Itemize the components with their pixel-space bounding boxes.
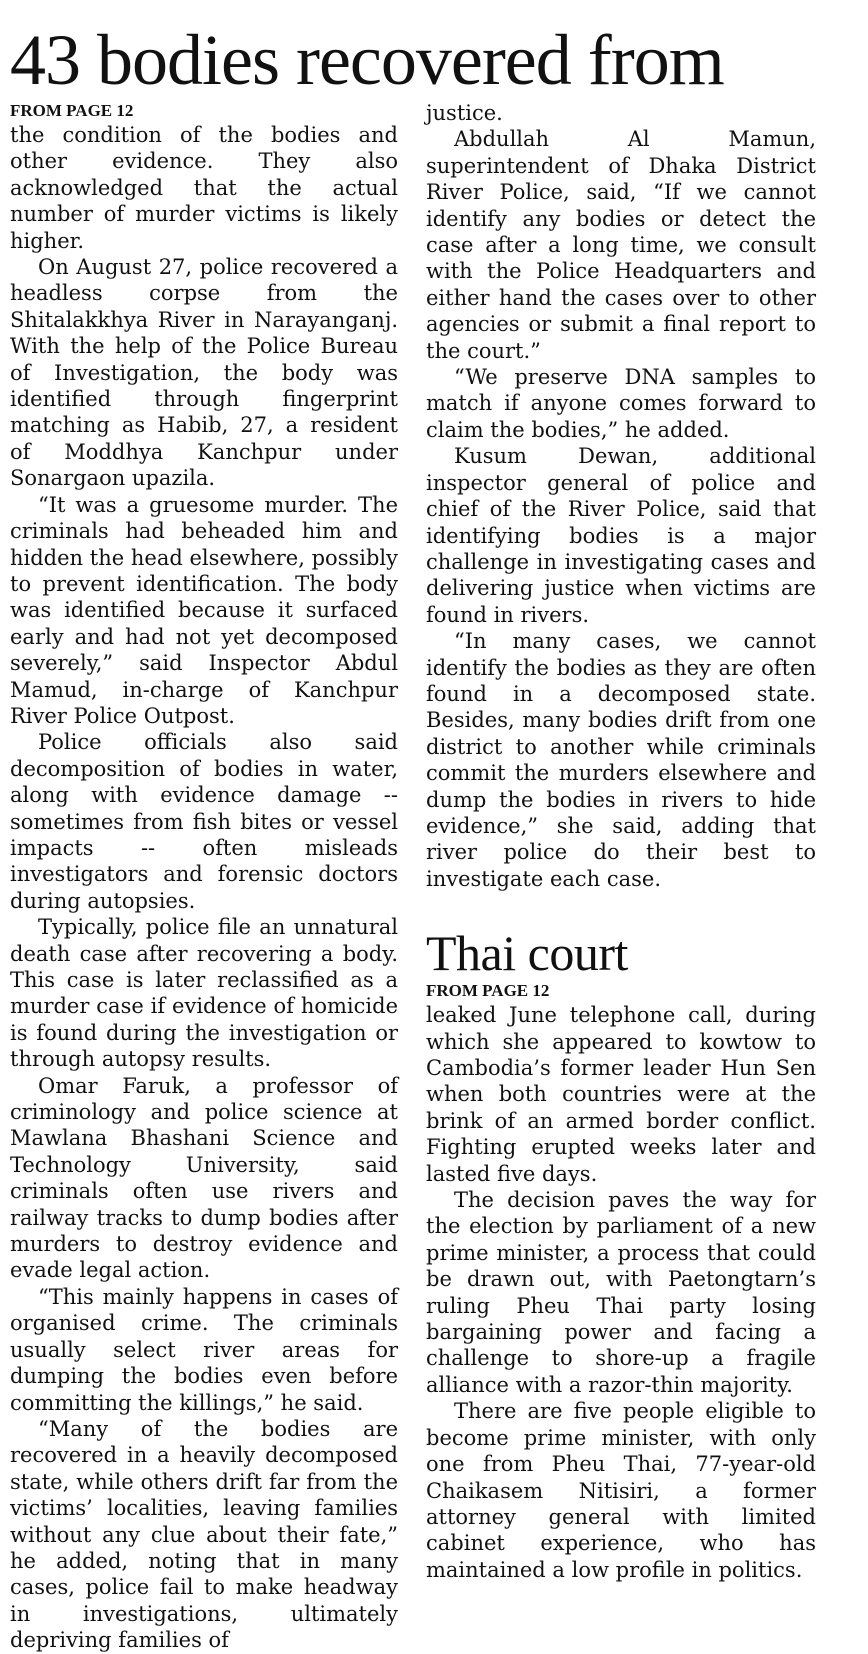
paragraph: Abdullah Al Mamun, superintendent of Dhaka District River Police, said, “If we cannot identify any bodies or detect the case after a long time, we consult with the Police Headquarters and either hand the cases over to other agencies or submit a final report to the court.” — [426, 127, 816, 363]
story-headline: 43 bodies recovered from — [10, 20, 724, 100]
paragraph: Typically, police file an unnatural death case after recovering a body. This case is later reclassified as a murder case if evidence of homicide is found during the investigation or through autopsy results. — [10, 915, 398, 1072]
paragraph: “In many cases, we cannot identify the bodies as they are often found in a decomposed state. Besides, many bodies drift from one district to another while criminals commit the murders elsewhere and dump the bodies in rivers to hide evidence,” she said, adding that river police do their best to investigate each case. — [426, 629, 816, 891]
paragraph: “Many of the bodies are recovered in a heavily decomposed state, while others drift far from the victims’ localities, leaving families without any clue about their fate,” he added, noting that in many cases, police fail to make headway in investigations, ultimately depriving families of — [10, 1416, 398, 1653]
paragraph: “We preserve DNA samples to match if anyone comes forward to claim the bodies,” he added. — [426, 365, 816, 442]
paragraph: The decision paves the way for the election by parliament of a new prime minister, a process that could be drawn out, with Paetongtarn’s ruling Pheu Thai party losing bargaining power and facing a challenge to shore-up a fragile alliance with a razor-thin majority. — [426, 1188, 816, 1397]
second-story-headline: Thai court — [426, 925, 628, 982]
paragraph: “It was a gruesome murder. The criminals had beheaded him and hidden the head elsewhere, possibly to prevent identification. The body was identified because it surfaced early and had not yet decomposed severely,” said Inspector Abdul Mamud, in-charge of Kanchpur River Police Outpost. — [10, 492, 398, 728]
continuation-kicker: FROM PAGE 12 — [426, 981, 550, 1001]
paragraph: justice. — [426, 101, 503, 125]
paragraph: “This mainly happens in cases of organised crime. The criminals usually select river areas for dumping the bodies even before committing the killings,” he said. — [10, 1284, 398, 1415]
paragraph: On August 27, police recovered a headless corpse from the Shitalakkhya River in Narayanganj. With the help of the Police Bureau of Investigation, the body was identified through fingerprint matching as Habib, 27, a resident of Moddhya Kanchpur under Sonargaon upazila. — [10, 255, 398, 491]
paragraph: the condition of the bodies and other evidence. They also acknowledged that the actual number of murder victims is likely higher. — [10, 123, 398, 253]
story-body-left — [10, 122, 398, 1654]
paragraph: leaked June telephone call, during which she appeared to kowtow to Cambodia’s former leader Hun Sen when both countries were at the brink of an armed border conflict. Fighting erupted weeks later and lasted five days. — [426, 1003, 816, 1186]
paragraph: Kusum Dewan, additional inspector general of police and chief of the River Police, said that identifying bodies is a major challenge in investigating cases and delivering justice when victims are found in rivers. — [426, 444, 816, 627]
continuation-kicker: FROM PAGE 12 — [10, 101, 134, 120]
paragraph: There are five people eligible to become prime minister, with only one from Pheu Thai, 77-year-old Chaikasem Nitisiri, a former attorney general with limited cabinet experience, who has maintained a low profile in politics. — [426, 1399, 816, 1582]
second-story-body — [426, 1002, 816, 1583]
right-column — [426, 100, 816, 1583]
story-body-right — [426, 100, 816, 892]
paragraph: Police officials also said decomposition of bodies in water, along with evidence damage -- sometimes from fish bites or vessel impacts -- often misleads investigators and forensic doctors during autopsies. — [10, 730, 398, 913]
left-column — [10, 100, 398, 1654]
paragraph: Omar Faruk, a professor of criminology and police science at Mawlana Bhashani Science and Technology University, said criminals often use rivers and railway tracks to dump bodies after murders to destroy evidence and evade legal action. — [10, 1073, 398, 1283]
